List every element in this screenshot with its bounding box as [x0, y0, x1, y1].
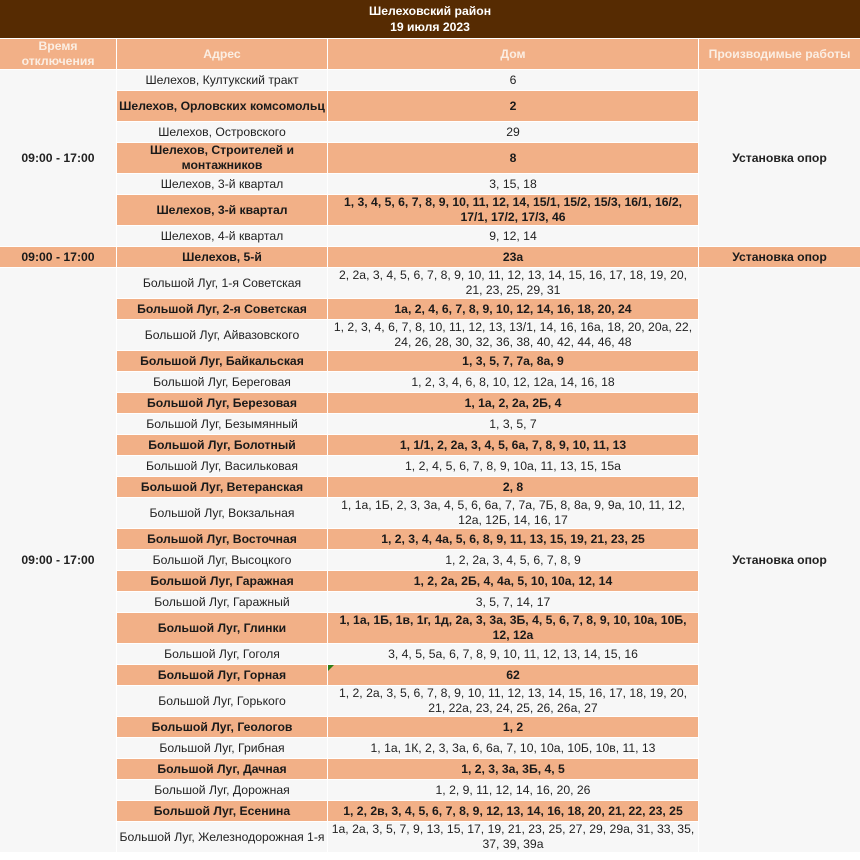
houses-cell: 1, 2, 3, 4, 6, 8, 10, 12, 12а, 14, 16, 18: [328, 372, 698, 392]
column-header-address: Адрес: [117, 39, 327, 69]
houses-cell: 9, 12, 14: [328, 226, 698, 246]
houses-cell: 6: [328, 70, 698, 90]
table-row: [0, 247, 860, 267]
houses-cell: 2, 2а, 3, 4, 5, 6, 7, 8, 9, 10, 11, 12, 13, 14, 15, 16, 17, 18, 19, 20, 21, 23, 25, 29, 31: [328, 268, 698, 298]
houses-cell: 1, 1а, 1Б, 1в, 1г, 1д, 2а, 3, 3а, 3Б, 4, 5, 6, 7, 8, 9, 10, 10а, 10Б, 12, 12а: [328, 613, 698, 643]
table-row: [0, 70, 860, 90]
houses-cell: 1, 1/1, 2, 2а, 3, 4, 5, 6а, 7, 8, 9, 10, 11, 13: [328, 435, 698, 455]
houses-cell: 8: [328, 143, 698, 173]
address-cell: Большой Луг, Гаражная: [117, 571, 327, 591]
address-cell: Большой Луг, Гоголя: [117, 644, 327, 664]
address-cell: Шелехов, Орловских комсомольц: [117, 91, 327, 121]
column-header-row: [0, 39, 860, 69]
houses-cell: 2, 8: [328, 477, 698, 497]
column-header-works: Производимые работы: [699, 39, 860, 69]
address-cell: Большой Луг, Геологов: [117, 717, 327, 737]
table-title: [0, 0, 860, 38]
address-cell: Шелехов, 5-й: [117, 247, 327, 267]
address-cell: Большой Луг, Есенина: [117, 801, 327, 821]
works-cell: Установка опор: [699, 247, 860, 267]
houses-cell: 1, 1а, 1К, 2, 3, 3а, 6, 6а, 7, 10, 10а, 10Б, 10в, 11, 13: [328, 738, 698, 758]
houses-cell: 1, 2, 4, 5, 6, 7, 8, 9, 10а, 11, 13, 15, 15а: [328, 456, 698, 476]
address-cell: Шелехов, Култукский тракт: [117, 70, 327, 90]
houses-cell: 1, 2, 2а, 2Б, 4, 4а, 5, 10, 10а, 12, 14: [328, 571, 698, 591]
address-cell: Большой Луг, Айвазовского: [117, 320, 327, 350]
houses-cell: 1, 3, 5, 7, 7а, 8а, 9: [328, 351, 698, 371]
houses-cell: 3, 4, 5, 5а, 6, 7, 8, 9, 10, 11, 12, 13, 14, 15, 16: [328, 644, 698, 664]
address-cell: Шелехов, 3-й квартал: [117, 174, 327, 194]
houses-cell: 23а: [328, 247, 698, 267]
address-cell: Большой Луг, Горная: [117, 665, 327, 685]
address-cell: Большой Луг, Байкальская: [117, 351, 327, 371]
houses-cell: 1, 2, 2в, 3, 4, 5, 6, 7, 8, 9, 12, 13, 14, 16, 18, 20, 21, 22, 23, 25: [328, 801, 698, 821]
address-cell: Большой Луг, Железнодорожная 1-я: [117, 822, 327, 852]
outage-time-cell: 09:00 - 17:00: [0, 247, 116, 267]
houses-cell: 1, 2, 3, 3а, 3Б, 4, 5: [328, 759, 698, 779]
outage-date: 19 июля 2023: [390, 20, 470, 34]
houses-cell: 1, 3, 4, 5, 6, 7, 8, 9, 10, 11, 12, 14, 15/1, 15/2, 15/3, 16/1, 16/2, 17/1, 17/2, 17/3, 46: [328, 195, 698, 225]
address-cell: Большой Луг, Дачная: [117, 759, 327, 779]
address-cell: Шелехов, 4-й квартал: [117, 226, 327, 246]
address-cell: Большой Луг, Березовая: [117, 393, 327, 413]
address-cell: Большой Луг, Восточная: [117, 529, 327, 549]
column-header-house: Дом: [328, 39, 698, 69]
works-cell: Установка опор: [699, 70, 860, 246]
address-cell: Большой Луг, Глинки: [117, 613, 327, 643]
houses-cell: 2: [328, 91, 698, 121]
address-cell: Большой Луг, Болотный: [117, 435, 327, 455]
address-cell: Большой Луг, Горького: [117, 686, 327, 716]
houses-cell: 1, 2, 2а, 3, 4, 5, 6, 7, 8, 9: [328, 550, 698, 570]
address-cell: Шелехов, Островского: [117, 122, 327, 142]
address-cell: Большой Луг, Васильковая: [117, 456, 327, 476]
address-cell: Большой Луг, Береговая: [117, 372, 327, 392]
district-name: Шелеховский район: [368, 4, 492, 18]
address-cell: Шелехов, Строителей и монтажников: [117, 143, 327, 173]
address-cell: Большой Луг, 1-я Советская: [117, 268, 327, 298]
address-cell: Большой Луг, Безымянный: [117, 414, 327, 434]
address-cell: Большой Луг, Грибная: [117, 738, 327, 758]
houses-cell: 3, 5, 7, 14, 17: [328, 592, 698, 612]
houses-cell: 62: [328, 665, 698, 685]
table-row: [0, 268, 860, 298]
address-cell: Большой Луг, Гаражный: [117, 592, 327, 612]
works-cell: Установка опор: [699, 268, 860, 852]
houses-cell: 1а, 2, 4, 6, 7, 8, 9, 10, 12, 14, 16, 18, 20, 24: [328, 299, 698, 319]
address-cell: Большой Луг, Ветеранская: [117, 477, 327, 497]
address-cell: Большой Луг, 2-я Советская: [117, 299, 327, 319]
houses-cell: 1, 2, 3, 4, 6, 7, 8, 10, 11, 12, 13, 13/1, 14, 16, 16а, 18, 20, 20а, 22, 24, 26, 28, 30, 32, 36, 38, 40, 42, 44, 46, 48: [328, 320, 698, 350]
outage-time-cell: 09:00 - 17:00: [0, 70, 116, 246]
column-header-time: Время отключения: [0, 39, 116, 69]
houses-cell: 1, 2, 9, 11, 12, 14, 16, 20, 26: [328, 780, 698, 800]
address-cell: Большой Луг, Вокзальная: [117, 498, 327, 528]
houses-cell: 3, 15, 18: [328, 174, 698, 194]
houses-cell: 1а, 2а, 3, 5, 7, 9, 13, 15, 17, 19, 21, 23, 25, 27, 29, 29а, 31, 33, 35, 37, 39, 39а: [328, 822, 698, 852]
houses-cell: 1, 2, 3, 4, 4а, 5, 6, 8, 9, 11, 13, 15, 19, 21, 23, 25: [328, 529, 698, 549]
address-cell: Большой Луг, Дорожная: [117, 780, 327, 800]
houses-cell: 1, 3, 5, 7: [328, 414, 698, 434]
houses-cell: 1, 2, 2а, 3, 5, 6, 7, 8, 9, 10, 11, 12, 13, 14, 15, 16, 17, 18, 19, 20, 21, 22а, 23, 24, 25, 26, 26а, 27: [328, 686, 698, 716]
houses-cell: 1, 2: [328, 717, 698, 737]
houses-cell: 29: [328, 122, 698, 142]
address-cell: Большой Луг, Высоцкого: [117, 550, 327, 570]
houses-cell: 1, 1а, 1Б, 2, 3, 3а, 4, 5, 6, 6а, 7, 7а, 7Б, 8, 8а, 9, 9а, 10, 11, 12, 12а, 12Б, 14, 16, 17: [328, 498, 698, 528]
houses-cell: 1, 1а, 2, 2а, 2Б, 4: [328, 393, 698, 413]
address-cell: Шелехов, 3-й квартал: [117, 195, 327, 225]
outage-time-cell: 09:00 - 17:00: [0, 268, 116, 852]
